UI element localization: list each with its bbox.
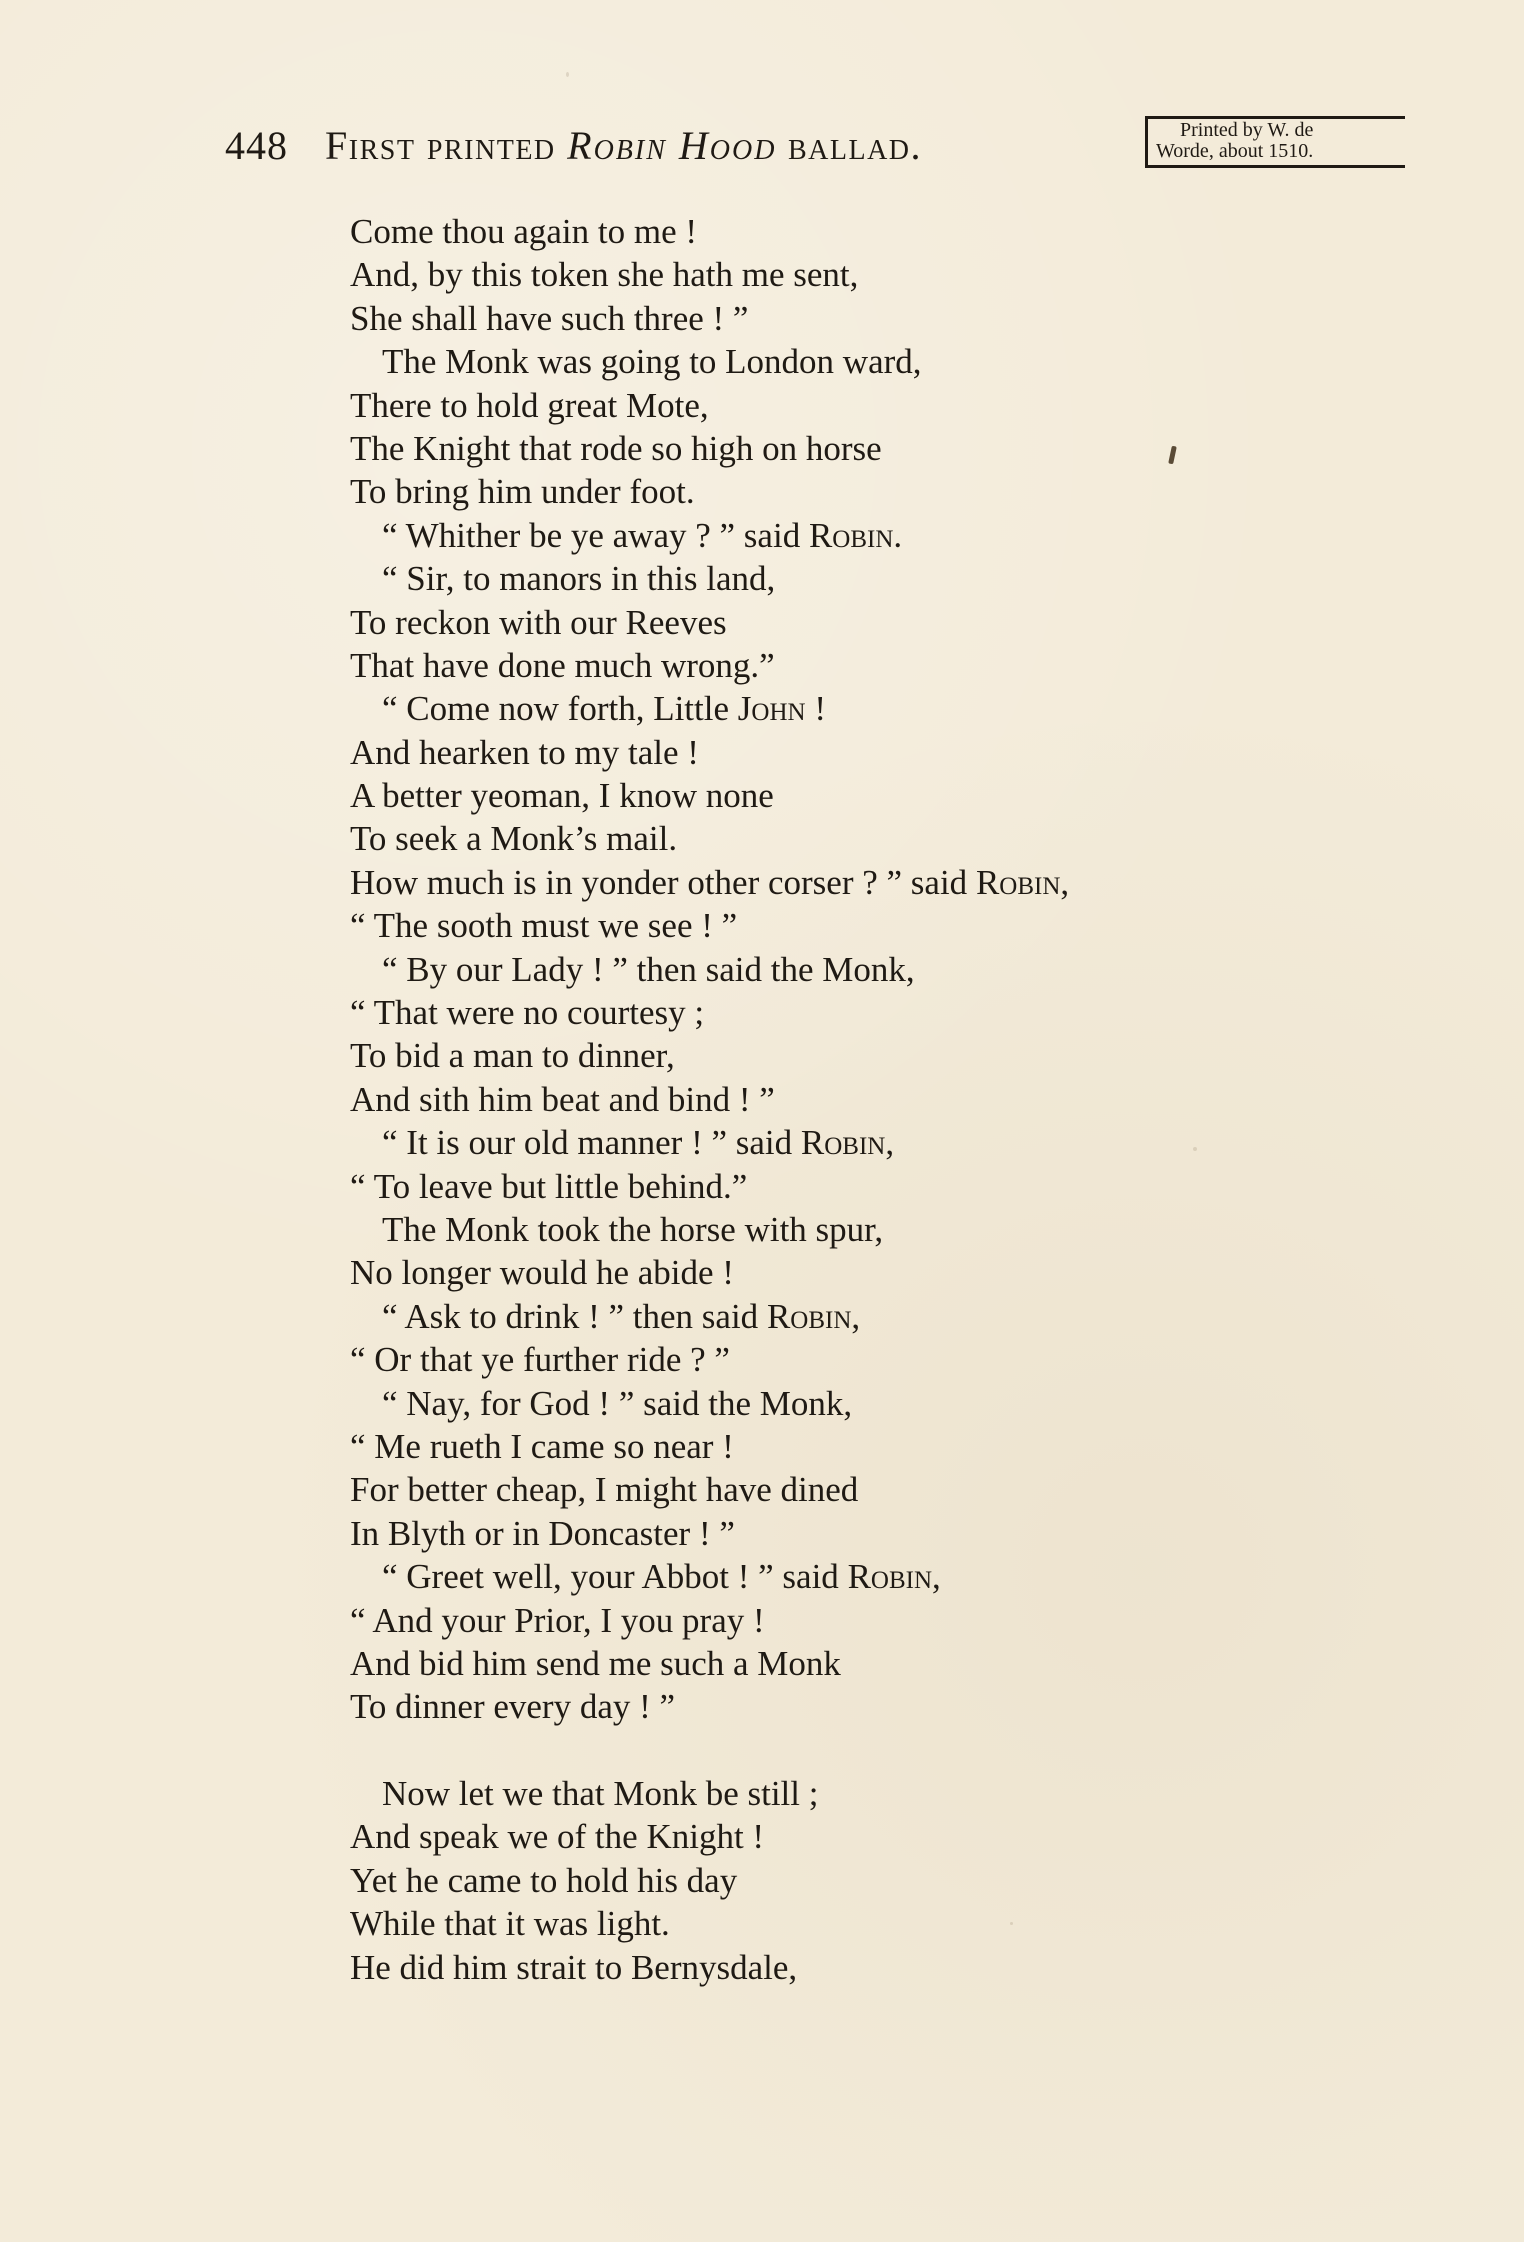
stanza-break	[350, 1729, 1400, 1772]
verse-line: To seek a Monk’s mail.	[350, 819, 678, 859]
verse-line: “ That were no courtesy ;	[350, 993, 705, 1033]
verse-line: He did him strait to Bernysdale,	[350, 1947, 798, 1987]
verse-line: To dinner every day ! ”	[350, 1687, 676, 1727]
verse-line: “ Or that ye further ride ? ”	[350, 1340, 730, 1380]
verse-line: For better cheap, I might have dined	[350, 1470, 859, 1510]
paper-speck	[1193, 1147, 1197, 1151]
verse-line: “ Nay, for God ! ” said the Monk,	[382, 1383, 853, 1423]
name-small-caps: Robin	[766, 1296, 852, 1336]
page-number: 448	[225, 123, 288, 168]
verse-line: “ To leave but little behind.”	[350, 1166, 748, 1206]
verse-line: And bid him send me such a Monk	[350, 1643, 841, 1683]
verse-line: “ Come now forth, Little John !	[382, 689, 826, 729]
running-title-part3: ballad.	[776, 123, 923, 168]
verse-line: And, by this token she hath me sent,	[350, 255, 859, 295]
verse-line: She shall have such three ! ”	[350, 298, 749, 338]
verse-line: While that it was light.	[350, 1904, 670, 1944]
name-small-caps: Robin	[808, 515, 894, 555]
verse-line: The Knight that rode so high on horse	[350, 428, 882, 468]
verse-line: “ It is our old manner ! ” said Robin,	[382, 1123, 895, 1163]
verse-line: There to hold great Mote,	[350, 385, 709, 425]
verse-line: And speak we of the Knight !	[350, 1817, 765, 1857]
name-small-caps: Robin	[975, 862, 1061, 902]
verse-line: “ Sir, to manors in this land,	[382, 559, 776, 599]
verse-line: “ Me rueth I came so near !	[350, 1426, 734, 1466]
printer-note	[1145, 116, 1405, 168]
verse-line: That have done much wrong.”	[350, 645, 775, 685]
running-head	[225, 116, 1405, 176]
verse-line: No longer would he abide !	[350, 1253, 734, 1293]
running-title-part1: First printed	[325, 123, 568, 168]
verse-line: “ By our Lady ! ” then said the Monk,	[382, 949, 915, 989]
verse-line: “ Ask to drink ! ” then said Robin,	[382, 1296, 861, 1336]
verse-line: To bid a man to dinner,	[350, 1036, 675, 1076]
name-small-caps: Robin	[847, 1557, 933, 1597]
printer-note-line2: Worde, about 1510.	[1156, 140, 1314, 162]
verse-line: Now let we that Monk be still ;	[382, 1774, 819, 1814]
paper-speck	[1010, 1922, 1013, 1925]
verse-line: How much is in yonder other corser ? ” said Robin,	[350, 862, 1070, 902]
verse-line: “ And your Prior, I you pray !	[350, 1600, 765, 1640]
verse-line: To bring him under foot.	[350, 472, 695, 512]
name-small-caps: John	[737, 689, 806, 729]
verse-line: A better yeoman, I know none	[350, 776, 774, 816]
verse-line: And sith him beat and bind ! ”	[350, 1079, 775, 1119]
verse-line: “ Greet well, your Abbot ! ” said Robin,	[382, 1557, 941, 1597]
verse-line: To reckon with our Reeves	[350, 602, 727, 642]
running-title-robin-hood: Robin Hood	[567, 123, 777, 168]
paper-speck	[566, 72, 569, 77]
printer-note-line1: Printed by W. de	[1180, 119, 1314, 141]
verse-line: Yet he came to hold his day	[350, 1860, 738, 1900]
ballad-text	[350, 210, 1400, 1989]
running-title	[325, 122, 922, 169]
verse-line: “ The sooth must we see ! ”	[350, 906, 738, 946]
verse-line: The Monk was going to London ward,	[382, 342, 922, 382]
name-small-caps: Robin	[800, 1123, 886, 1163]
verse-line: In Blyth or in Doncaster ! ”	[350, 1513, 735, 1553]
verse-line: Come thou again to me !	[350, 212, 698, 251]
verse-line: The Monk took the horse with spur,	[382, 1209, 884, 1249]
verse-line: “ Whither be ye away ? ” said Robin.	[382, 515, 903, 555]
verse-line: And hearken to my tale !	[350, 732, 699, 772]
